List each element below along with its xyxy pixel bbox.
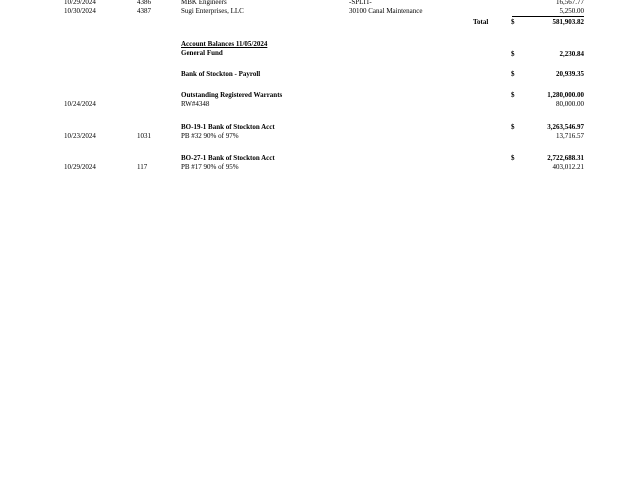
row-number: 4386 (137, 0, 151, 6)
warrants-currency: $ (511, 91, 515, 99)
bo19-number: 1031 (137, 132, 151, 140)
bo19-amount: 3,263,546.97 (547, 123, 584, 131)
warrant-amount: 80,000.00 (556, 100, 584, 108)
row-number: 4387 (137, 7, 151, 15)
total-label: Total (473, 18, 489, 26)
bo27-text: PB #17 90% of 95% (181, 163, 239, 171)
warrant-date: 10/24/2024 (64, 100, 96, 108)
total-currency: $ (511, 18, 515, 26)
row-vendor: Sugi Enterprises, LLC (181, 7, 244, 15)
bo27-amount: 2,722,688.31 (547, 154, 584, 162)
payroll-amount: 20,939.35 (556, 70, 584, 78)
bo19-label: BO-19-1 Bank of Stockton Acct (181, 123, 275, 131)
warrants-amount: 1,280,000.00 (547, 91, 584, 99)
bo19-currency: $ (511, 123, 515, 131)
row-account: 30100 Canal Maintenance (349, 7, 423, 15)
general-fund-currency: $ (511, 50, 515, 58)
row-date: 10/29/2024 (64, 0, 96, 6)
row-date: 10/30/2024 (64, 7, 96, 15)
bo19-text: PB #32 90% of 97% (181, 132, 239, 140)
total-amount: 581,903.82 (552, 18, 584, 26)
warrants-label: Outstanding Registered Warrants (181, 91, 283, 99)
bo19-detail-amount: 13,716.57 (556, 132, 584, 140)
bo27-detail-amount: 403,012.21 (552, 163, 584, 171)
balances-heading: Account Balances 11/05/2024 (181, 40, 268, 48)
row-account: -SPLIT- (349, 0, 372, 6)
general-fund-amount: 2,230.84 (559, 50, 584, 58)
row-amount: 5,250.00 (559, 7, 584, 15)
row-amount: 16,567.77 (556, 0, 584, 6)
payroll-label: Bank of Stockton - Payroll (181, 70, 261, 78)
bo27-number: 117 (137, 163, 148, 171)
warrant-text: RW#4348 (181, 100, 210, 108)
payroll-currency: $ (511, 70, 515, 78)
general-fund-label: General Fund (181, 49, 223, 57)
total-rule (512, 16, 584, 17)
bo27-date: 10/29/2024 (64, 163, 96, 171)
bo27-currency: $ (511, 154, 515, 162)
row-vendor: MBK Engineers (181, 0, 227, 6)
bo27-label: BO-27-1 Bank of Stockton Acct (181, 154, 275, 162)
bo19-date: 10/23/2024 (64, 132, 96, 140)
